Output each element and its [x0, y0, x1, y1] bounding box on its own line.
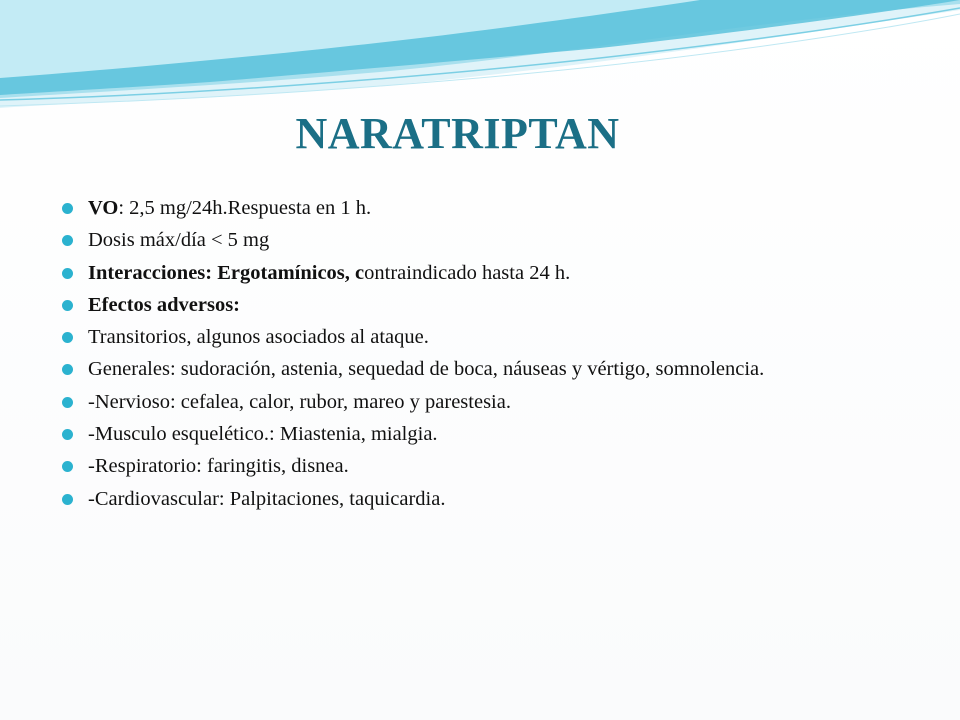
bullet-dot-icon — [62, 429, 73, 440]
bullet-item: -Nervioso: cefalea, calor, rubor, mareo y parestesia. — [62, 386, 942, 418]
decorative-wave-header — [0, 0, 960, 120]
bullet-list — [62, 192, 942, 515]
bullet-dot-icon — [62, 364, 73, 375]
bullet-item: Interacciones: Ergotamínicos, contraindicado hasta 24 h. — [62, 257, 942, 289]
bullet-item: Generales: sudoración, astenia, sequedad de boca, náuseas y vértigo, somnolencia. — [62, 353, 942, 385]
bullet-item: VO: 2,5 mg/24h.Respuesta en 1 h. — [62, 192, 942, 224]
bullet-item: -Musculo esquelético.: Miastenia, mialgia. — [62, 418, 942, 450]
bullet-item: -Cardiovascular: Palpitaciones, taquicardia. — [62, 483, 942, 515]
bullet-dot-icon — [62, 300, 73, 311]
bullet-dot-icon — [62, 235, 73, 246]
bullet-dot-icon — [62, 397, 73, 408]
bullet-item: Efectos adversos: — [62, 289, 942, 321]
bullet-dot-icon — [62, 494, 73, 505]
bullet-dot-icon — [62, 268, 73, 279]
bullet-item: -Respiratorio: faringitis, disnea. — [62, 450, 942, 482]
bullet-dot-icon — [62, 461, 73, 472]
bullet-item: Dosis máx/día < 5 mg — [62, 224, 942, 256]
bullet-item: Transitorios, algunos asociados al ataque. — [62, 321, 942, 353]
bullet-dot-icon — [62, 203, 73, 214]
slide-title: NARATRIPTAN — [295, 109, 620, 158]
bullet-dot-icon — [62, 332, 73, 343]
